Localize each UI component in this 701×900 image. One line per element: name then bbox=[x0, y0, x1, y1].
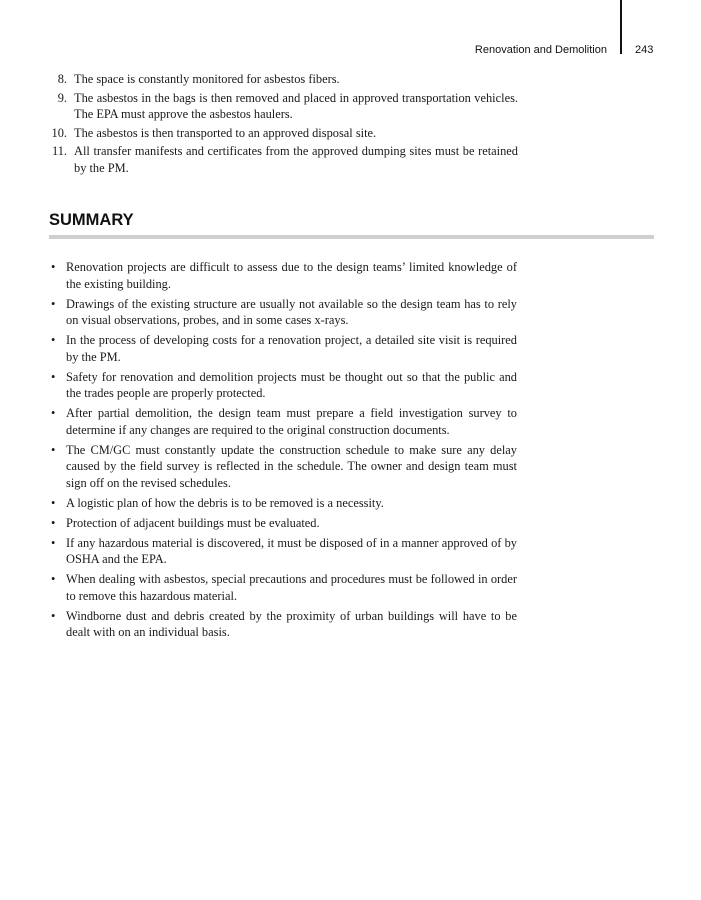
item-text: The asbestos in the bags is then removed and placed in approved transportation vehicles. The EPA must approve the asbestos haulers. bbox=[74, 90, 518, 121]
summary-item bbox=[49, 535, 517, 568]
page-number: 243 bbox=[635, 44, 654, 56]
summary-text: When dealing with asbestos, special precautions and procedures must be followed in order to remove this hazardous material. bbox=[66, 572, 517, 603]
list-item bbox=[48, 71, 518, 88]
summary-item bbox=[49, 571, 517, 604]
summary-text: In the process of developing costs for a renovation project, a detailed site visit is required by the PM. bbox=[66, 333, 517, 364]
section-title: SUMMARY bbox=[49, 211, 134, 229]
summary-list bbox=[49, 259, 517, 644]
summary-item bbox=[49, 515, 517, 532]
summary-text: Renovation projects are difficult to assess due to the design teams’ limited knowledge of the existing building. bbox=[66, 260, 517, 291]
summary-item bbox=[49, 259, 517, 292]
summary-item bbox=[49, 442, 517, 492]
summary-item bbox=[49, 405, 517, 438]
bullet-icon: • bbox=[51, 406, 56, 420]
bullet-icon: • bbox=[51, 572, 56, 586]
item-number: 10. bbox=[51, 125, 67, 140]
item-number: 11. bbox=[51, 144, 67, 158]
summary-text: If any hazardous material is discovered, it must be disposed of in a manner approved of by OSHA and the EPA. bbox=[66, 535, 517, 566]
item-number: 8. bbox=[57, 72, 67, 86]
summary-text: A logistic plan of how the debris is to be removed is a necessity. bbox=[66, 495, 384, 510]
summary-text: The CM/GC must constantly update the construction schedule to make sure any delay caused by the field survey is reflected in the schedule. The owner and design team must sign off on the revised schedules. bbox=[66, 442, 517, 490]
bullet-icon: • bbox=[51, 333, 56, 347]
running-head: Renovation and Demolition bbox=[474, 44, 607, 56]
bullet-icon: • bbox=[51, 495, 56, 510]
item-text: The asbestos is then transported to an approved disposal site. bbox=[74, 125, 377, 140]
list-item bbox=[48, 90, 518, 123]
bullet-icon: • bbox=[51, 260, 56, 274]
bullet-icon: • bbox=[51, 369, 56, 384]
bullet-icon: • bbox=[51, 296, 56, 311]
item-text: The space is constantly monitored for asbestos fibers. bbox=[74, 72, 340, 86]
summary-text: Windborne dust and debris created by the proximity of urban buildings will have to be dealt with on an individual basis. bbox=[66, 608, 517, 639]
summary-text: Safety for renovation and demolition projects must be thought out so that the public and the trades people are properly protected. bbox=[66, 369, 517, 400]
summary-text: Drawings of the existing structure are usually not available so the design team has to rely on visual observations, probes, and in some cases x-rays. bbox=[66, 296, 517, 327]
list-item bbox=[48, 143, 518, 176]
summary-item bbox=[49, 369, 517, 402]
item-number: 9. bbox=[57, 90, 67, 105]
summary-item bbox=[49, 608, 517, 641]
bullet-icon: • bbox=[51, 535, 56, 550]
bullet-icon: • bbox=[51, 515, 56, 530]
summary-text: Protection of adjacent buildings must be evaluated. bbox=[66, 515, 320, 530]
summary-text: After partial demolition, the design team must prepare a field investigation survey to determine if any changes are required to the original construction documents. bbox=[66, 406, 517, 437]
list-item bbox=[48, 125, 518, 142]
summary-item bbox=[49, 296, 517, 329]
section-divider bbox=[49, 235, 654, 239]
summary-item bbox=[49, 495, 517, 512]
header-divider bbox=[620, 0, 622, 54]
numbered-list bbox=[48, 71, 518, 178]
summary-item bbox=[49, 332, 517, 365]
bullet-icon: • bbox=[51, 442, 56, 457]
bullet-icon: • bbox=[51, 608, 56, 623]
item-text: All transfer manifests and certificates from the approved dumping sites must be retained by the PM. bbox=[74, 144, 518, 175]
